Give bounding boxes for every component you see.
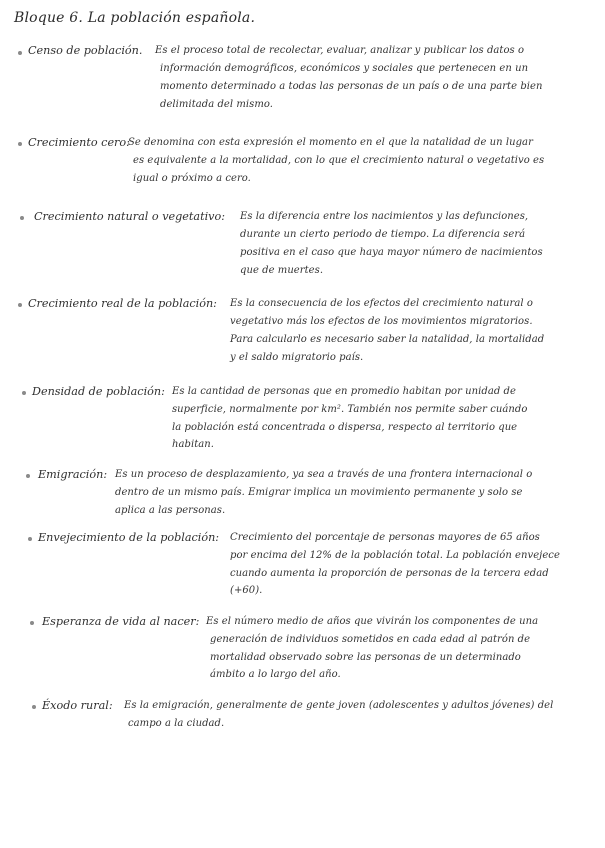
definition-line: Es la emigración, generalmente de gente joven (adolescentes y adultos jóvenes) del (124, 700, 554, 711)
definition-line: y el saldo migratorio país. (230, 352, 364, 363)
definition-term: Emigración: (38, 468, 108, 481)
bullet-icon (18, 51, 22, 55)
definition-line: Es un proceso de desplazamiento, ya sea a través de una frontera internacional o (115, 469, 533, 480)
definition-line: ámbito a lo largo del año. (210, 669, 341, 680)
definition-line: superficie, normalmente por km². También nos permite saber cuándo (172, 404, 528, 415)
definition-line: información demográficos, económicos y sociales que pertenecen en un (160, 63, 529, 74)
definition-line: Se denomina con esta expresión el momento en el que la natalidad de un lugar (128, 137, 533, 148)
definition-line: aplica a las personas. (115, 505, 226, 516)
bullet-icon (22, 391, 26, 395)
definition-term: Éxodo rural: (42, 699, 113, 712)
bullet-icon (20, 216, 24, 220)
definition-line: dentro de un mismo país. Emigrar implica un movimiento permanente y solo se (115, 487, 523, 498)
definition-line: campo a la ciudad. (128, 718, 225, 729)
definition-line: Es el número medio de años que vivirán los componentes de una (206, 616, 539, 627)
definition-line: Es la consecuencia de los efectos del crecimiento natural o (230, 298, 533, 309)
definition-line: que de muertes. (240, 265, 324, 276)
definition-term: Envejecimiento de la población: (38, 531, 220, 544)
bullet-icon (26, 474, 30, 478)
bullet-icon (32, 705, 36, 709)
definition-term: Crecimiento cero: (28, 136, 130, 149)
definition-line: habitan. (172, 439, 215, 450)
definition-line: igual o próximo a cero. (133, 173, 251, 184)
definition-line: momento determinado a todas las personas de un país o de una parte bien (160, 81, 543, 92)
bullet-icon (30, 621, 34, 625)
bullet-icon (18, 142, 22, 146)
definition-line: (+60). (230, 585, 263, 596)
definition-line: mortalidad observado sobre las personas de un determinado (210, 652, 521, 663)
bullet-icon (28, 537, 32, 541)
bullet-icon (18, 303, 22, 307)
definition-line: Para calcularlo es necesario saber la natalidad, la mortalidad (230, 334, 545, 345)
definition-term: Crecimiento natural o vegetativo: (34, 210, 225, 223)
definition-line: durante un cierto periodo de tiempo. La diferencia será (240, 229, 526, 240)
definition-line: generación de individuos sometidos en cada edad al patrón de (210, 634, 531, 645)
definition-line: delimitada del mismo. (160, 99, 273, 110)
definition-line: es equivalente a la mortalidad, con lo que el crecimiento natural o vegetativo es (133, 155, 545, 166)
definition-line: la población está concentrada o dispersa, respecto al territorio que (172, 422, 518, 433)
definition-term: Censo de población. (28, 44, 143, 57)
definition-term: Crecimiento real de la población: (28, 297, 217, 310)
definition-line: vegetativo más los efectos de los movimientos migratorios. (230, 316, 533, 327)
definition-term: Esperanza de vida al nacer: (42, 615, 200, 628)
definition-term: Densidad de población: (32, 385, 165, 398)
definition-line: Es la diferencia entre los nacimientos y las defunciones, (240, 211, 529, 222)
definition-line: Es la cantidad de personas que en promedio habitan por unidad de (172, 386, 516, 397)
definition-line: cuando aumenta la proporción de personas de la tercera edad (230, 568, 549, 579)
definition-line: por encima del 12% de la población total. La población envejece (230, 550, 560, 561)
definition-line: Crecimiento del porcentaje de personas mayores de 65 años (230, 532, 540, 543)
page-title: Bloque 6. La población española. (14, 10, 256, 26)
definition-line: Es el proceso total de recolectar, evaluar, analizar y publicar los datos o (155, 45, 525, 56)
definition-line: positiva en el caso que haya mayor número de nacimientos (240, 247, 543, 258)
